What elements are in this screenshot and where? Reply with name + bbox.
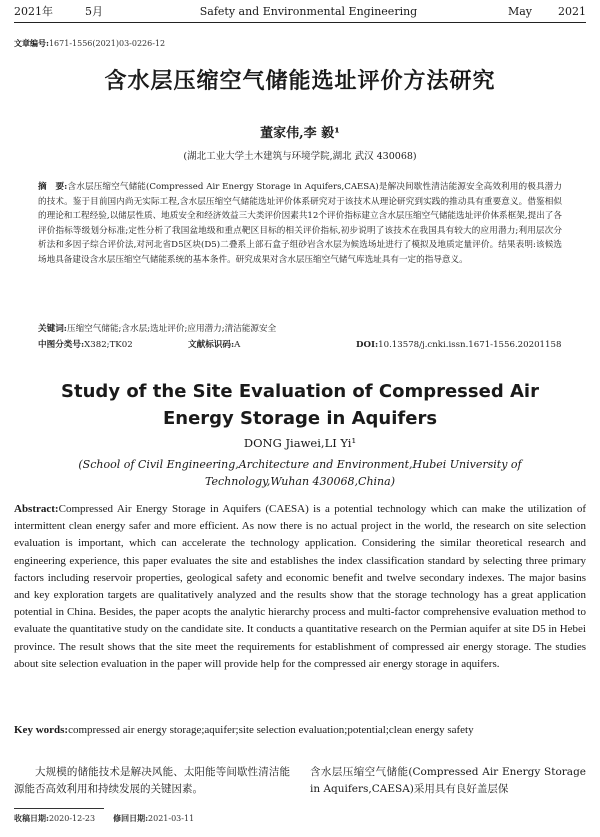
doc-code-label: 文献标识码:: [188, 340, 235, 350]
classification-value: X382;TK02: [84, 340, 133, 350]
en-authors: DONG Jiawei,LI Yi¹: [243, 436, 357, 450]
header-year-en: 2021: [557, 4, 586, 18]
doi-label: DOI:: [356, 340, 379, 350]
running-header: [14, 0, 586, 23]
header-date-cn: [14, 3, 135, 19]
header-month-en: May: [507, 4, 532, 18]
doi-value: 10.13578/j.cnki.issn.1671-1556.20201158: [378, 340, 562, 350]
footnote-rule: [14, 808, 104, 809]
header-year: 2021年: [14, 5, 53, 18]
classification-label: 中图分类号:: [38, 340, 85, 350]
footnote: [14, 813, 212, 824]
received-label: 收稿日期:: [14, 813, 49, 823]
received-date: 2020-12-23: [48, 814, 96, 823]
body-text: [14, 764, 586, 798]
cn-affiliation: (湖北工业大学土木建筑与环境学院,湖北 武汉 430068): [183, 151, 417, 162]
article-number: [14, 38, 165, 49]
cn-keywords-label: 关键词:: [38, 324, 67, 334]
body-right-column: 含水层压缩空气储能(Compressed Air Energy Storage in Aquifers,CAESA)采用具有良好盖层保: [310, 766, 586, 795]
article-number-value: 1671-1556(2021)03-0226-12: [48, 39, 166, 48]
en-keywords-label: Key words:: [14, 724, 69, 736]
cn-keywords: [38, 322, 562, 337]
cn-abstract-text: 含水层压缩空气储能(Compressed Air Energy Storage in Aquifers,CAESA)是解决间歇性清洁能源安全高效利用的极具潜力的技术。鉴于目前国内尚无实际工程,含水层压缩空气储能选址评价体系研究对于该技术从理论研究到实践的推动具有重要意义。借鉴相似的理论和工程经验,以储层性质、地质安全和经济效益三大类评价因素共12个评价指标建立含水层压缩空气储能选址评价体系框架,提出了各评价指标等级划分标准;定性分析了我国盆地级和重点靶区目标的相关评价指标,初步说明了该技术在我国具有较大的应用潜力;利用层次分析法和多因子综合评价法,对河北省D5区块(D5)二叠系上部石盒子组砂岩含水层为候选场址进行了模拟及地质定量评价。结果表明:该候选场地具备建设含水层压缩空气储能系统的基本条件。研究成果对含水层压缩空气储气库选址具有一定的指导意义。: [38, 182, 562, 265]
en-affiliation: (School of Civil Engineering,Architecture and Environment,Hubei University of Technology,Wuhan 430068,China): [78, 458, 522, 488]
cn-abstract: [38, 180, 562, 268]
en-abstract: [14, 501, 586, 673]
header-month: 5月: [85, 5, 103, 18]
article-number-label: 文章编号:: [14, 38, 49, 48]
en-keywords-text: compressed air energy storage;aquifer;site selection evaluation;potential;clean energy safety: [68, 724, 474, 736]
header-date-en: [482, 5, 586, 18]
cn-abstract-label: 摘 要:: [38, 182, 68, 192]
cn-title: 含水层压缩空气储能选址评价方法研究: [104, 69, 496, 94]
revised-label: 修回日期:: [113, 813, 149, 823]
cn-classification-row: [38, 338, 562, 353]
revised-date: 2021-03-11: [148, 814, 195, 823]
header-journal: Safety and Environmental Engineering: [199, 4, 418, 18]
cn-authors: 董家伟,李 毅¹: [260, 126, 340, 141]
doc-code-value: A: [234, 340, 241, 350]
en-title: Study of the Site Evaluation of Compressed Air Energy Storage in Aquifers: [61, 381, 539, 429]
en-abstract-label: Abstract:: [14, 503, 59, 515]
body-left-column: 大规模的储能技术是解决风能、太阳能等间歇性清洁能源能否高效利用和持续发展的关键因素。: [14, 766, 290, 795]
en-keywords: [14, 724, 586, 736]
cn-keywords-text: 压缩空气储能;含水层;选址评价;应用潜力;清洁能源安全: [66, 324, 277, 334]
en-abstract-text: Compressed Air Energy Storage in Aquifers (CAESA) is a potential technology which can make the utilization of intermittent clean energy safer and more efficient. As now there is no actual project in the world, the research on site selection evaluation is important, which can accelerate the technology application. Considering the similar theoretical research and engineering experience, this paper evaluates the site and establishes the index classification standard by selecting three primary factors including reservoir properties, geological safety and economic benefit and twelve secondary indexes. The major basins and key exploration targets are qualitatively analyzed and the results show that the storage technology has a great application potential in China. Besides, the paper acopts the analytic hierarchy process and multi-factor comprehensive evaluation method to evaluate the quantitative study on the candidate site. It conducts a quantitative research on the Permian aquifer at site D5 in Hebei province. The result shows that the site meet the requirements for establishment of compressed air energy storage. The studies about site selection evaluation in the paper will provide help for the compressed air energy storage in aquifers.: [14, 503, 586, 670]
